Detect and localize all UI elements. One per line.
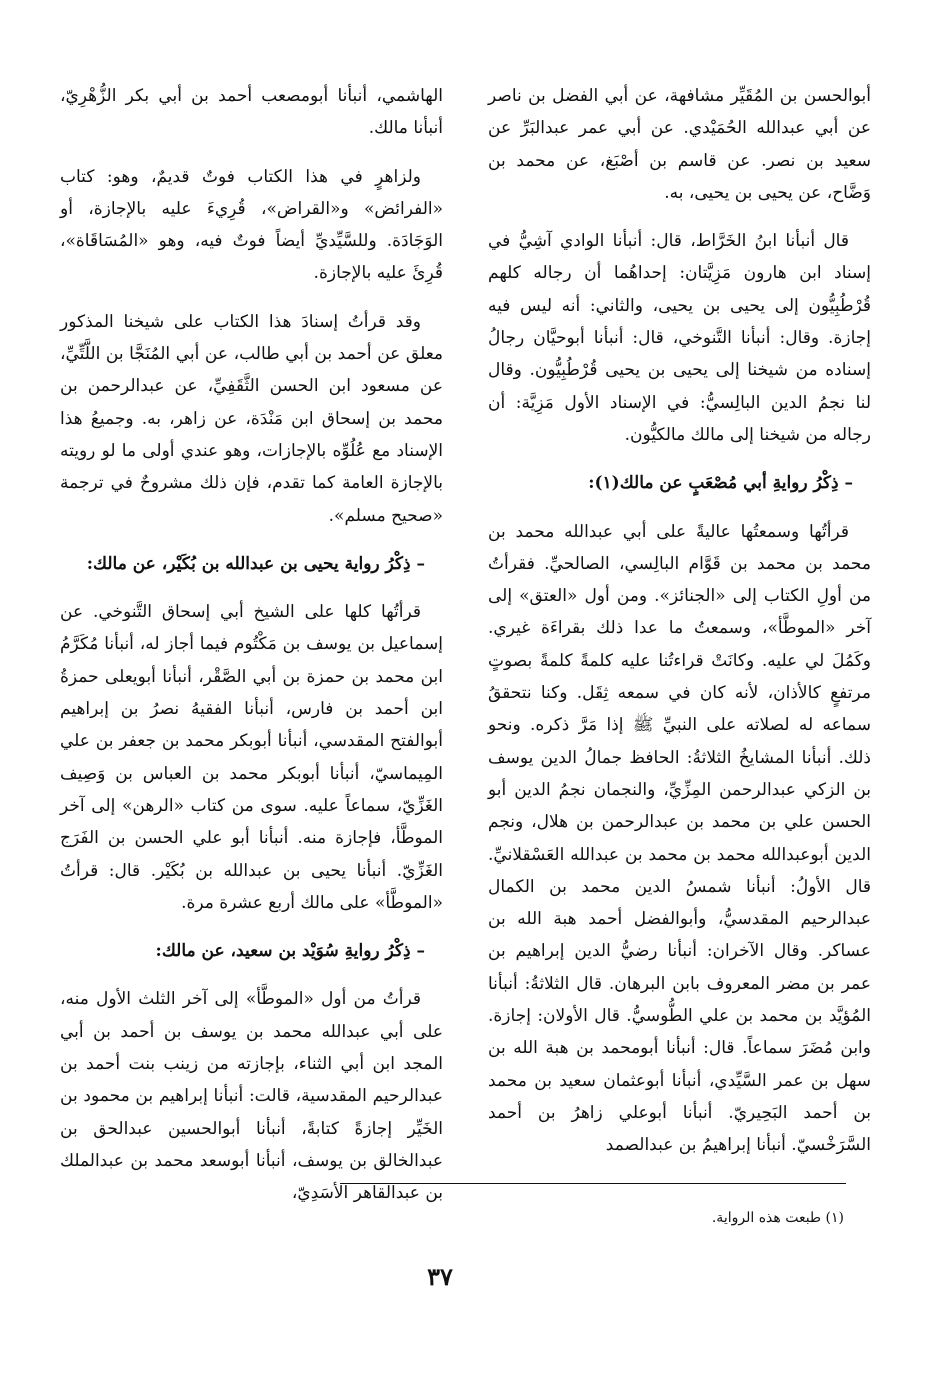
paragraph: قرأتُها كلها على الشيخ أبي إسحاق التَّنوخي. عن إسماعيل بن يوسف بن مَكْتُوم فيما أجاز له، أنبأنا مُكَرَّمُ ابن محمد بن حمزة بن أبي الصَّقْر، أنبأنا أبويعلى حمزةُ ابن أحمد بن فارس، أنبأنا الفقيهُ نصرُ بن إبراهيم أبوالفتح المقدسي، أنبأنا أبوبكر محمد بن جعفر بن علي المِيماسيّ، أنبأنا أبوبكر محمد بن العباس بن وَصِيف الغَزِّيّ، سماعاً عليه. سوى من كتاب «الرهن» إلى آخر الموطَّأ، فإجازة منه. أنبأنا أبو علي الحسن بن الفَرَج الغَزِّيّ. أنبأنا يحيى بن عبدالله بن بُكَيْر. قال: قرأتُ «الموطَّأ» على مالك أربع عشرة مرة.: [60, 602, 443, 913]
footnote-divider: [340, 1183, 846, 1184]
footnote: (١) طبعت هذه الرواية.: [711, 1210, 844, 1226]
page-number: ٣٧: [427, 1262, 453, 1291]
paragraph: ولزاهرٍ في هذا الكتاب فوتٌ قديمٌ، وهو: كتاب «الفرائض» و«القراض»، قُرِيءَ عليه بالإجازة، أو الوَجَادَة. وللسَّيِّديِّ أيضاً فوتٌ فيه، وهو «المُسَاقَاة»، قُرِئَ عليه بالإجازة.: [60, 166, 443, 284]
section-heading: – ذِكْرُ روايةِ أبي مُصْعَبٍ عن مالك(١):: [588, 473, 853, 494]
left-column: [60, 80, 443, 1210]
paragraph: الهاشمي، أنبأنا أبومصعب أحمد بن أبي بكر الزُّهْرِيّ، أنبأنا مالك.: [60, 86, 443, 139]
right-column: [488, 80, 871, 1162]
paragraph: قال أنبأنا ابنُ الخَرَّاط، قال: أنبأنا الوادي آشِيُّ في إسناد ابن هارون مَزِيَّتان: إحداهُما أن رجاله كلهم قُرْطُبِيُّون إلى يحيى بن يحيى، والثاني: أنه ليس فيه إجازة. وقال: أنبأنا التَّنوخي، قال: أنبأنا أبوحيَّان رجالُ إسناده من شيخنا إلى يحيى بن يحيى قُرْطُبِيُّون. وقال لنا نجمُ الدين البالِسيُّ: في الإسناد الأول مَزِيَّة: أن رجاله من شيخنا إلى مالك مالكيُّون.: [488, 231, 871, 445]
section-heading: – ذِكْرُ روايةِ سُوَيْد بن سعيد، عن مالك:: [155, 941, 425, 962]
paragraph: وقد قرأتُ إسنادَ هذا الكتاب على شيخنا المذكور معلق عن أحمد بن أبي طالب، عن أبي المُنَجَّا بن اللَّتِّيِّ، عن مسعود ابن الحسن الثَّقَفِيِّ، عن عبدالرحمن بن محمد بن إسحاق ابن مَنْدَة، عن زاهر، به. وجميعُ هذا الإسناد مع عُلُوِّه بالإجازات، وهو عندي أولى ما لو رويته بالإجازة العامة كما تقدم، فإن ذلك مشروحٌ في ترجمة «صحيح مسلم».: [60, 311, 443, 526]
paragraph: أبوالحسن بن المُقَيِّر مشافهة، عن أبي الفضل بن ناصر عن أبي عبدالله الحُمَيْدي. عن أبي عمر عبدالبَرِّ عن سعيد بن نصر. عن قاسم بن أصْبَغ، عن محمد بن وَضَّاح، عن يحيى بن يحيى، به.: [488, 86, 871, 203]
paragraph: قرأتُ من أول «الموطَّأ» إلى آخر الثلث الأول منه، على أبي عبدالله محمد بن يوسف بن أحمد بن أبي المجد ابن أبي الثناء، بإجازته من زينب بنت أحمد بن عبدالرحيم المقدسية، قالت: أنبأنا إبراهيم بن محمود بن الخَيِّر إجازةً كتابةً، أنبأنا أبوالحسين عبدالحق بن عبدالخالق بن يوسف، أنبأنا أبوسعد محمد بن عبدالملك بن عبدالقاهر الأسَدِيّ،: [60, 989, 443, 1204]
section-heading: – ذِكْرُ رواية يحيى بن عبدالله بن بُكَيْر، عن مالك:: [86, 553, 425, 574]
paragraph: قرأتُها وسمعتُها عاليةً على أبي عبدالله محمد بن محمد بن محمد بن قَوَّام البالِسي، الصالحيِّ. فقرأتُ من أولِ الكتاب إلى «الجنائز». ومن أول «العتق» إلى آخر «الموطَّأ»، وسمعتُ ما عدا ذلك بقراءَة غيري. وكَمُلَ لي عليه. وكانَتْ قراءتُنا عليه كلمةً كلمةً بصوتٍ مرتفعٍ كالأذان، لأنه كان في سمعه ثِقَل. وكنا نتحققُ سماعه له لصلاته على النبيِّ ﷺ إذا مَرَّ ذكره. ونحو ذلك. أنبأنا المشايخُ الثلاثةُ: الحافظ جمالُ الدين يوسف بن الزكي عبدالرحمن المِزِّيِّ، والنجمان نجمُ الدين أبو الحسن علي بن محمد بن عبدالرحمن بن هلال، ونجم الدين أبوعبدالله محمد بن محمد بن عبدالله العَسْقلانيِّ. قال الأولُ: أنبأنا شمسُ الدين محمد بن الكمال عبدالرحيم المقدسيُّ، وأبوالفضل أحمد هبة الله بن عساكر. وقال الآخران: أنبأنا رضيُّ الدين إبراهيم بن عمر بن مضر المعروف بابن البرهان. قال الثلاثةُ: أنبأنا المُؤيَّد بن محمد بن علي الطُّوسيُّ. قال الأولان: إجازة. وابن مُضَرَ سماعاً. قال: أنبأنا أبومحمد بن هبة الله بن سهل بن عمر السَّيِّدي، أنبأنا أبوعثمان سعيد بن محمد بن أحمد البَحِيريّ. أنبأنا أبوعلي زاهرُ بن أحمد السَّرَخْسيّ. أنبأنا إبراهيمُ بن عبدالصمد: [488, 521, 871, 1156]
